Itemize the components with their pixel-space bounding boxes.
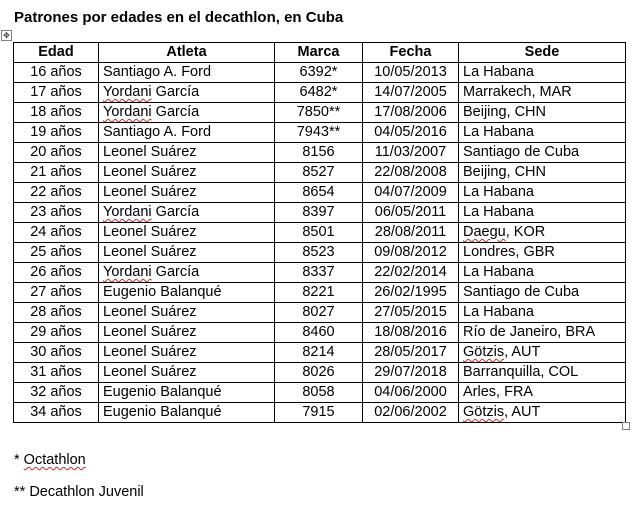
cell-edad: 27 años	[14, 283, 99, 303]
cell-fecha: 14/07/2005	[363, 83, 459, 103]
cell-atleta: Leonel Suárez	[99, 343, 275, 363]
cell-marca: 6482*	[275, 83, 363, 103]
cell-atleta: Santiago A. Ford	[99, 123, 275, 143]
cell-fecha: 04/07/2009	[363, 183, 459, 203]
cell-sede: La Habana	[459, 203, 626, 223]
cell-marca: 7943**	[275, 123, 363, 143]
cell-sede: Río de Janeiro, BRA	[459, 323, 626, 343]
cell-sede: Daegu, KOR	[459, 223, 626, 243]
cell-edad: 16 años	[14, 63, 99, 83]
table-row	[14, 403, 626, 423]
cell-fecha: 09/08/2012	[363, 243, 459, 263]
cell-fecha: 28/08/2011	[363, 223, 459, 243]
cell-edad: 21 años	[14, 163, 99, 183]
cell-fecha: 17/08/2006	[363, 103, 459, 123]
cell-atleta: Leonel Suárez	[99, 163, 275, 183]
records-table	[13, 42, 626, 423]
cell-marca: 8026	[275, 363, 363, 383]
cell-sede: La Habana	[459, 183, 626, 203]
cell-marca: 8214	[275, 343, 363, 363]
cell-edad: 31 años	[14, 363, 99, 383]
table-row	[14, 203, 626, 223]
cell-sede: Santiago de Cuba	[459, 143, 626, 163]
footnote-octathlon	[14, 452, 86, 468]
cell-marca: 8397	[275, 203, 363, 223]
cell-atleta: Leonel Suárez	[99, 303, 275, 323]
cell-sede: Barranquilla, COL	[459, 363, 626, 383]
cell-sede: Götzis, AUT	[459, 343, 626, 363]
table-row	[14, 323, 626, 343]
cell-edad: 28 años	[14, 303, 99, 323]
cell-marca: 8460	[275, 323, 363, 343]
cell-marca: 8058	[275, 383, 363, 403]
cell-sede: Götzis, AUT	[459, 403, 626, 423]
document-title: Patrones por edades en el decathlon, en Cuba	[14, 9, 344, 26]
cell-edad: 32 años	[14, 383, 99, 403]
cell-edad: 18 años	[14, 103, 99, 123]
cell-edad: 17 años	[14, 83, 99, 103]
cell-atleta: Eugenio Balanqué	[99, 383, 275, 403]
cell-atleta: Yordani García	[99, 203, 275, 223]
cell-atleta: Leonel Suárez	[99, 143, 275, 163]
cell-atleta: Leonel Suárez	[99, 183, 275, 203]
cell-fecha: 06/05/2011	[363, 203, 459, 223]
table-move-icon[interactable]: ✥	[1, 30, 12, 41]
table-row	[14, 283, 626, 303]
cell-edad: 23 años	[14, 203, 99, 223]
table-row	[14, 103, 626, 123]
table-row	[14, 83, 626, 103]
cell-marca: 8523	[275, 243, 363, 263]
cell-atleta: Leonel Suárez	[99, 223, 275, 243]
cell-fecha: 18/08/2016	[363, 323, 459, 343]
cell-sede: Santiago de Cuba	[459, 283, 626, 303]
table-row	[14, 303, 626, 323]
cell-edad: 24 años	[14, 223, 99, 243]
cell-marca: 8501	[275, 223, 363, 243]
table-resize-icon[interactable]	[622, 422, 630, 430]
cell-fecha: 10/05/2013	[363, 63, 459, 83]
cell-atleta: Yordani García	[99, 263, 275, 283]
table-row	[14, 143, 626, 163]
table-row	[14, 363, 626, 383]
table-row	[14, 183, 626, 203]
cell-sede: Londres, GBR	[459, 243, 626, 263]
cell-marca: 8156	[275, 143, 363, 163]
header-marca: Marca	[275, 43, 363, 63]
cell-edad: 22 años	[14, 183, 99, 203]
cell-edad: 25 años	[14, 243, 99, 263]
cell-atleta: Eugenio Balanqué	[99, 283, 275, 303]
cell-fecha: 22/08/2008	[363, 163, 459, 183]
cell-sede: La Habana	[459, 123, 626, 143]
cell-marca: 7915	[275, 403, 363, 423]
cell-atleta: Leonel Suárez	[99, 243, 275, 263]
cell-edad: 30 años	[14, 343, 99, 363]
cell-fecha: 27/05/2015	[363, 303, 459, 323]
cell-fecha: 04/06/2000	[363, 383, 459, 403]
header-fecha: Fecha	[363, 43, 459, 63]
cell-marca: 7850**	[275, 103, 363, 123]
header-atleta: Atleta	[99, 43, 275, 63]
table-row	[14, 163, 626, 183]
cell-atleta: Leonel Suárez	[99, 363, 275, 383]
cell-sede: La Habana	[459, 63, 626, 83]
cell-fecha: 04/05/2016	[363, 123, 459, 143]
table-body	[14, 63, 626, 423]
cell-marca: 8654	[275, 183, 363, 203]
table-row	[14, 343, 626, 363]
cell-sede: Arles, FRA	[459, 383, 626, 403]
cell-fecha: 22/02/2014	[363, 263, 459, 283]
cell-edad: 29 años	[14, 323, 99, 343]
cell-sede: La Habana	[459, 263, 626, 283]
cell-marca: 8527	[275, 163, 363, 183]
footnote-octathlon-text: * Octathlon	[14, 452, 86, 468]
cell-edad: 34 años	[14, 403, 99, 423]
table-row	[14, 383, 626, 403]
cell-atleta: Yordani García	[99, 103, 275, 123]
table-row	[14, 263, 626, 283]
table-header-row	[14, 43, 626, 63]
header-edad: Edad	[14, 43, 99, 63]
table-row	[14, 63, 626, 83]
cell-sede: Beijing, CHN	[459, 163, 626, 183]
cell-fecha: 26/02/1995	[363, 283, 459, 303]
cell-edad: 19 años	[14, 123, 99, 143]
cell-atleta: Yordani García	[99, 83, 275, 103]
table-row	[14, 243, 626, 263]
cell-marca: 6392*	[275, 63, 363, 83]
cell-marca: 8027	[275, 303, 363, 323]
cell-fecha: 11/03/2007	[363, 143, 459, 163]
footnote-juvenil: ** Decathlon Juvenil	[14, 484, 144, 500]
table-row	[14, 123, 626, 143]
cell-atleta: Eugenio Balanqué	[99, 403, 275, 423]
header-sede: Sede	[459, 43, 626, 63]
cell-sede: Marrakech, MAR	[459, 83, 626, 103]
cell-edad: 26 años	[14, 263, 99, 283]
cell-marca: 8337	[275, 263, 363, 283]
cell-sede: La Habana	[459, 303, 626, 323]
cell-sede: Beijing, CHN	[459, 103, 626, 123]
cell-fecha: 28/05/2017	[363, 343, 459, 363]
cell-fecha: 02/06/2002	[363, 403, 459, 423]
table-row	[14, 223, 626, 243]
cell-edad: 20 años	[14, 143, 99, 163]
cell-marca: 8221	[275, 283, 363, 303]
cell-atleta: Leonel Suárez	[99, 323, 275, 343]
cell-atleta: Santiago A. Ford	[99, 63, 275, 83]
cell-fecha: 29/07/2018	[363, 363, 459, 383]
